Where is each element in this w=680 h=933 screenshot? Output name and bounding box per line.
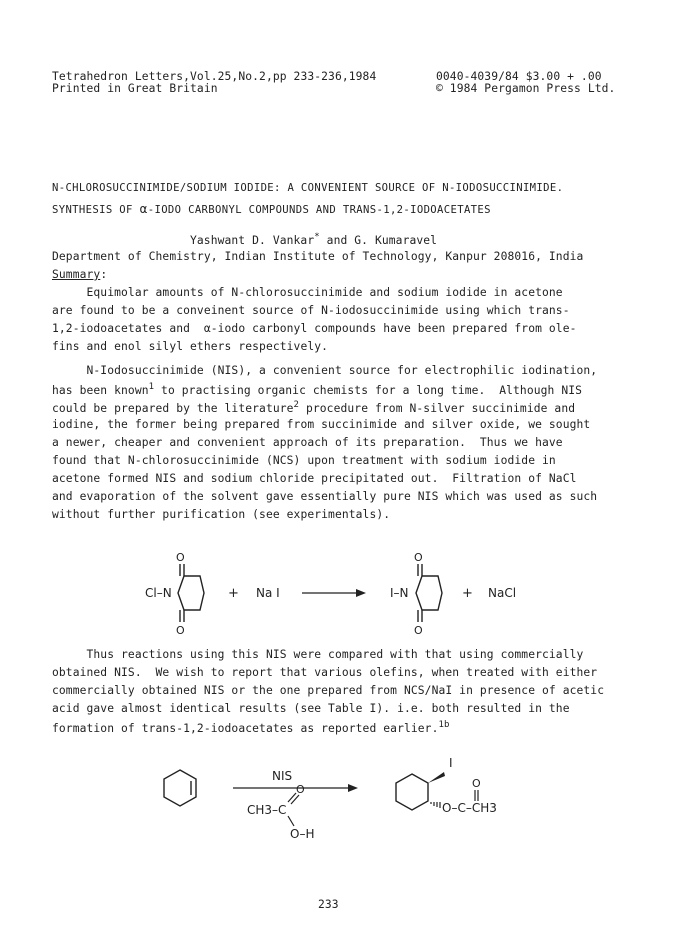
nis-i-n: I–N [390,586,409,600]
journal-citation: Tetrahedron Letters,Vol.25,No.2,pp 233-236,1984 [52,70,377,83]
acetic-acid-bonds [288,793,299,826]
author-2: and G. Kumaravel [319,233,438,247]
iodo-substituent: I [449,756,453,770]
hash-bond [431,802,440,808]
title-line-2-post: -IODO CARBONYL COMPOUNDS AND TRANS-1,2-IODOACETATES [147,204,491,216]
summary-line: Equimolar amounts of N-chlorosuccinimide and sodium iodide in acetone [52,286,563,299]
ncs-top-oxygen: O [176,551,185,564]
summary-line: are found to be a conveinent source of N-iodosuccinimide using which trans- [52,304,570,317]
para1-line [52,382,582,397]
para2-line: obtained NIS. We wish to report that various olefins, when treated with either [52,666,598,679]
reaction-arrow [302,589,366,597]
plus-sign: + [228,586,239,601]
ref-1b: 1b [438,720,450,730]
para1-line: iodine, the former being prepared from succinimide and silver oxide, we sought [52,418,591,431]
nis-top-oxygen: O [414,551,423,564]
ref-1: 1 [148,382,155,392]
nis-reagent: NIS [272,769,293,783]
acetate-carbonyl-oxygen: O [472,777,481,790]
para1-line: a newer, cheaper and convenient approach of its preparation. Thus we have [52,436,563,449]
para2-line: commercially obtained NIS or the one prepared from NCS/NaI in presence of acetic [52,684,605,697]
para1-line: N-Iodosuccinimide (NIS), a convenient source for electrophilic iodination, [52,364,598,377]
authors [190,232,437,247]
corresponding-star: * [314,232,320,242]
cyclohexene-structure [164,770,196,806]
nis-bottom-oxygen: O [414,624,423,637]
scheme-1 [0,540,680,645]
plus-sign: + [462,586,473,601]
wedge-bond [428,772,445,783]
title-line-1: N-CHLOROSUCCINIMIDE/SODIUM IODIDE: A CONVENIENT SOURCE OF N-IODOSUCCINIMIDE. [52,182,564,194]
ncs-bottom-oxygen: O [176,624,185,637]
nis-structure [416,564,442,622]
summary-heading-text: Summary [52,268,101,281]
para1-line-2-post: to practising organic chemists for a long time. Although NIS [154,383,583,397]
para1-line: without further purification (see experimentals). [52,508,391,521]
para2-line: acid gave almost identical results (see Table I). i.e. both resulted in the [52,702,570,715]
summary-colon: : [100,268,108,281]
title-line-2-pre: SYNTHESIS OF [52,204,140,216]
summary-line: fins and enol silyl ethers respectively. [52,340,329,353]
ref-2: 2 [293,400,300,410]
para1-line: found that N-chlorosuccinimide (NCS) upon treatment with sodium iodide in [52,454,556,467]
summary-line: 1,2-iodoacetates and α-iodo carbonyl compounds have been prepared from ole- [52,322,577,335]
ncs-structure [178,564,204,622]
sodium-chloride: NaCl [488,586,517,600]
para1-line-2-pre: has been known [52,383,149,397]
para2-line-5-pre: formation of trans-1,2-iodoacetates as reported earlier. [52,721,439,735]
copyright: © 1984 Pergamon Press Ltd. [436,82,616,95]
affiliation: Department of Chemistry, Indian Institute of Technology, Kanpur 208016, India [52,250,584,263]
printed-in: Printed in Great Britain [52,82,218,95]
acetic-acid-ch3: CH3–C [247,803,287,817]
summary-heading [52,268,107,281]
scheme-2 [0,750,680,860]
para1-line [52,400,575,415]
ncs-cl-n: Cl–N [145,586,172,600]
title-line-2 [52,202,491,216]
para1-line: acetone formed NIS and sodium chloride precipitated out. Filtration of NaCl [52,472,577,485]
para2-line: Thus reactions using this NIS were compared with that using commercially [52,648,584,661]
para1-line-3-pre: could be prepared by the literature [52,401,294,415]
sodium-iodide: Na I [256,586,280,600]
para1-line-3-post: procedure from N-silver succinimide and [299,401,576,415]
para1-line: and evaporation of the solvent gave essentially pure NIS which was used as such [52,490,598,503]
author-1: Yashwant D. Vankar [190,233,315,247]
page-number: 233 [318,898,339,911]
issn-price: 0040-4039/84 $3.00 + .00 [436,70,602,83]
para2-line [52,720,450,735]
alpha-symbol: α [139,202,148,216]
acetic-acid-oxygen: O [296,783,305,796]
acetic-acid-oh: O–H [290,827,315,841]
acetate-carbonyl [475,790,478,801]
iodoacetate-structure [396,774,428,810]
acetate-group: O–C–CH3 [442,801,497,815]
